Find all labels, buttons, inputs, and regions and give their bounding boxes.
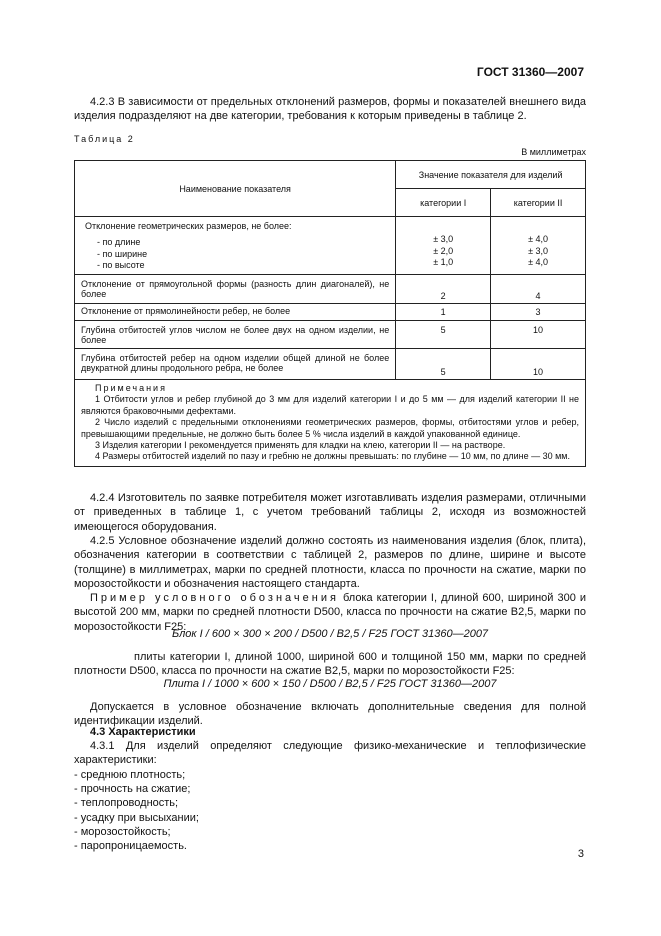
characteristics-list: [74, 768, 199, 853]
document-code-header: ГОСТ 31360—2007: [476, 65, 584, 79]
table-row-rectangularity: [75, 275, 586, 304]
list-item: - усадку при высыхании;: [74, 811, 199, 824]
paragraph-4-2-4: 4.2.4 Изготовитель по заявке потребителя может изготавливать изделия размерами, отличными от приведенных в таблице 1, с учетом требований таблицы 2, исходя из возможностей имеющегося оборудования.: [74, 492, 586, 533]
geometry-sub-list: [81, 237, 389, 272]
list-item: - прочность на сжатие;: [74, 783, 191, 796]
table-header-row: [75, 161, 586, 189]
table-row-straightness: [75, 304, 586, 321]
table-units: В миллиметрах: [521, 147, 586, 157]
paragraph-4-3-1: 4.3.1 Для изделий определяют следующие физико-механические и теплофизические характеристики:: [74, 740, 586, 767]
geometry-cat2-height: ± 4,0: [528, 257, 549, 268]
paragraph-4-2-3: 4.2.3 В зависимости от предельных отклонений размеров, формы и показателей внешнего вида изделия подразделяют на две категории, требования к которым приведены в таблице 2.: [74, 96, 586, 123]
page-number: 3: [577, 848, 584, 860]
notes-title: Примечания: [95, 383, 167, 393]
cell-edges-name: Глубина отбитостей ребер на одном изделии общей длиной не более двукратной длины продольного ребра, не более: [75, 349, 396, 380]
header-category-2: категории II: [491, 189, 586, 217]
note-3: 3 Изделия категории I рекомендуется применять для кладки на клею, категории II — на растворе.: [95, 440, 506, 451]
list-item: - среднюю плотность;: [74, 769, 186, 781]
geometry-sub-height: - по высоте: [97, 260, 145, 271]
section-4-3-heading: 4.3 Характеристики: [90, 726, 196, 738]
geometry-cat2-width: ± 3,0: [528, 245, 549, 256]
table-row-geometry: [75, 217, 586, 275]
example-text-1: блока категории I, длиной 600, шириной 300 и высотой 200 мм, марки по средней плотности D500, класса по прочности на сжатие В2,5, марки по морозостойкости F25:: [74, 592, 586, 633]
table-row-corner-chips: [75, 321, 586, 349]
geometry-sub-width: - по ширине: [97, 248, 148, 259]
cell-straight-cat1: 1: [396, 304, 491, 321]
cell-straight-name: Отклонение от прямолинейности ребер, не более: [75, 304, 396, 321]
cell-rect-cat2: 4: [491, 275, 586, 304]
cell-rect-name: Отклонение от прямоугольной формы (разность длин диагоналей), не более: [75, 275, 396, 304]
cell-rect-cat1: 2: [396, 275, 491, 304]
cell-edges-cat2: 10: [491, 349, 586, 380]
list-item: - теплопроводность;: [74, 797, 179, 810]
geometry-sub-length: - по длине: [97, 237, 141, 247]
cell-straight-cat2: 3: [491, 304, 586, 321]
note-4: 4 Размеры отбитостей изделий по пазу и гребню не должны превышать: по глубине — 10 мм, по длине — 30 мм.: [95, 451, 570, 462]
table-notes-row: [75, 380, 586, 467]
cell-geometry-name: [75, 217, 396, 275]
header-indicator-value: Значение показателя для изделий: [396, 161, 586, 189]
cell-edges-cat1: 5: [396, 349, 491, 380]
note-2: 2 Число изделий с предельными отклонениями геометрических размеров, формы, отбитостями углов и ребер, превышающими предельные, не должно быть более 5 % числа изделий в каждой упакованной единице.: [81, 417, 579, 439]
list-item: - паропроницаемость.: [74, 840, 187, 853]
cell-corners-cat2: 10: [491, 321, 586, 349]
geometry-label: Отклонение геометрических размеров, не более:: [85, 221, 292, 231]
table-row-edge-chips: [75, 349, 586, 380]
list-item: - морозостойкость;: [74, 825, 171, 838]
header-indicator-name: Наименование показателя: [75, 161, 396, 217]
cell-geometry-cat1: [396, 217, 491, 275]
header-category-1: категории I: [396, 189, 491, 217]
geometry-cat1-height: ± 1,0: [433, 257, 454, 268]
cell-corners-name: Глубина отбитостей углов числом не более двух на одном изделии, не более: [75, 321, 396, 349]
table-2: [74, 160, 586, 467]
designation-formula-slab: Плита I / 1000 × 600 × 150 / D500 / В2,5 / F25 ГОСТ 31360—2007: [163, 678, 497, 690]
paragraph-additional-info: Допускается в условное обозначение включать дополнительные сведения для полной идентификации изделий.: [74, 701, 586, 728]
geometry-cat1-length: ± 3,0: [433, 234, 454, 244]
geometry-cat1-width: ± 2,0: [433, 245, 454, 256]
paragraph-4-2-5: 4.2.5 Условное обозначение изделий должно состоять из наименования изделия (блок, плита), обозначения категории в соответствии с таблицей 2, размеров по длине, ширине и высоте (толщине) в миллиметрах, марки по средней плотности, класса по прочности на сжатие, марки по морозостойкости и обозначения настоящего стандарта.: [74, 535, 586, 591]
example-lead: Пример условного обозначения: [90, 592, 339, 604]
geometry-cat2-length: ± 4,0: [528, 234, 549, 244]
cell-geometry-cat2: [491, 217, 586, 275]
designation-formula-block: Блок I / 600 × 300 × 200 / D500 / В2,5 / F25 ГОСТ 31360—2007: [171, 628, 489, 640]
table-caption: Таблица 2: [74, 134, 135, 144]
example-paragraph-2: плиты категории I, длиной 1000, шириной 600 и толщиной 150 мм, марки по средней плотности D500, класса по прочности на сжатие В2,5, марки по морозостойкости F25:: [74, 651, 586, 678]
note-1: 1 Отбитости углов и ребер глубиной до 3 мм для изделий категории I и до 5 мм — для изделий категории II не являются браковочными дефектами.: [81, 394, 579, 416]
cell-corners-cat1: 5: [396, 321, 491, 349]
table-notes: [75, 380, 586, 467]
